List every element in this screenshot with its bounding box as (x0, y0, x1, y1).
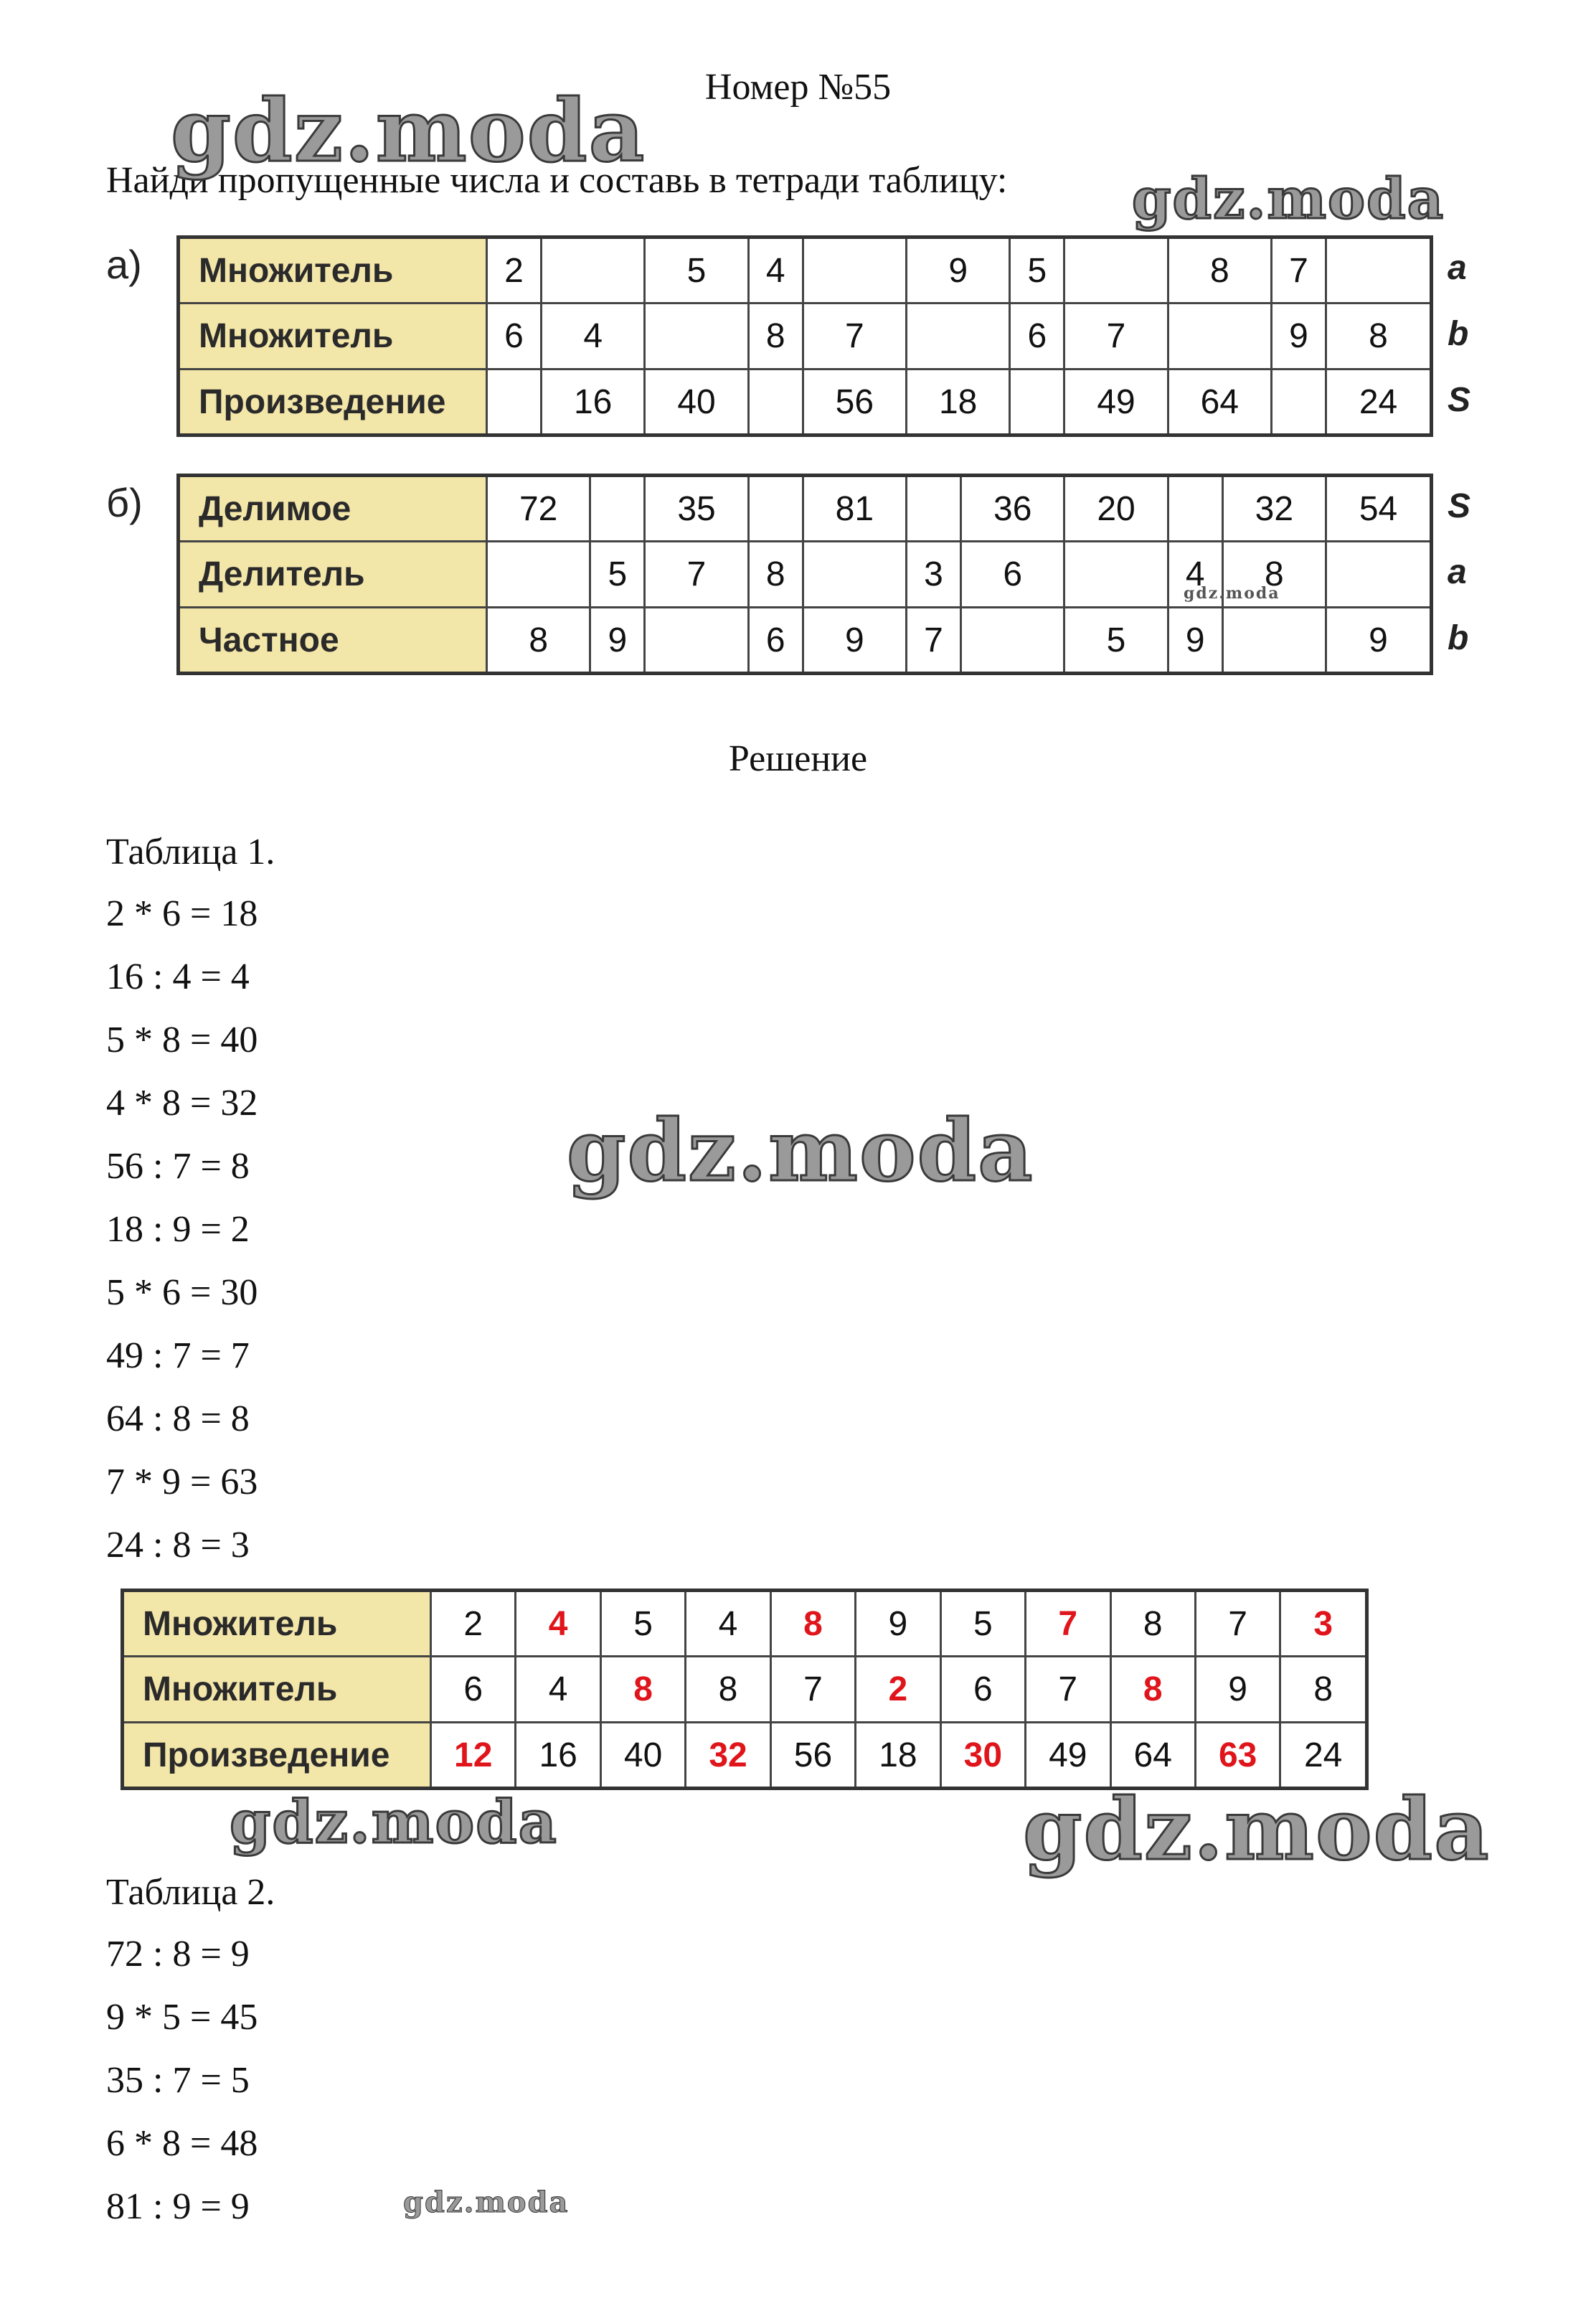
table-cell (645, 608, 748, 674)
table-cell: 9 (1195, 1657, 1280, 1723)
table1-equations (106, 883, 258, 1577)
equation-line: 18 : 9 = 2 (106, 1209, 250, 1250)
table-cell: 40 (600, 1723, 685, 1789)
table-cell: 9 (1168, 608, 1222, 674)
table-cell (803, 542, 906, 608)
table-cell (645, 303, 748, 370)
table-cell (542, 237, 645, 303)
task-a-side-labels (1448, 235, 1470, 433)
table-cell: 24 (1326, 370, 1432, 436)
table-cell (803, 237, 906, 303)
table-row (123, 1591, 1367, 1657)
table-cell: 63 (1195, 1723, 1280, 1789)
table-cell (1064, 237, 1168, 303)
equation-line: 24 : 8 = 3 (106, 1525, 250, 1566)
table-cell: 9 (803, 608, 906, 674)
equation-line: 5 * 8 = 40 (106, 1020, 258, 1060)
variable-label: a (1448, 249, 1467, 287)
row-label: Частное (179, 608, 487, 674)
watermark: gdz.moda (1023, 1779, 1491, 1879)
table-cell: 7 (1026, 1591, 1110, 1657)
table-cell: 8 (1280, 1657, 1367, 1723)
table-cell: 18 (856, 1723, 940, 1789)
solution-heading: Решение (728, 738, 868, 779)
watermark: gdz.moda (403, 2185, 570, 2219)
table-cell: 64 (1110, 1723, 1195, 1789)
table-row (179, 608, 1432, 674)
task-b-table (176, 474, 1433, 675)
table-cell: 8 (748, 303, 803, 370)
table-cell: 20 (1064, 476, 1168, 542)
table-cell: 5 (940, 1591, 1025, 1657)
page-title: Номер №55 (704, 67, 892, 108)
table-cell (1168, 476, 1222, 542)
row-label: Множитель (179, 303, 487, 370)
table-cell: 4 (748, 237, 803, 303)
part-a-label: а) (106, 242, 142, 287)
table-cell (1326, 237, 1432, 303)
table-cell: 8 (1110, 1657, 1195, 1723)
table-cell: 6 (961, 542, 1064, 608)
table-cell: 3 (907, 542, 961, 608)
table-cell: 9 (1272, 303, 1326, 370)
table-cell: 3 (1280, 1591, 1367, 1657)
equation-line: 2 * 6 = 18 (106, 893, 258, 934)
table-cell: 7 (1026, 1657, 1110, 1723)
row-label: Делимое (179, 476, 487, 542)
table-cell: 8 (1326, 303, 1432, 370)
task-b-side-labels (1448, 474, 1470, 672)
part-b-label: б) (106, 480, 143, 525)
table-cell: 49 (1064, 370, 1168, 436)
table-cell (1326, 542, 1432, 608)
variable-label: b (1448, 619, 1469, 657)
table2-title: Таблица 2. (106, 1872, 275, 1913)
table-cell: 7 (1272, 237, 1326, 303)
equation-line: 64 : 8 = 8 (106, 1398, 250, 1439)
table-cell: 56 (770, 1723, 855, 1789)
table-cell (1064, 542, 1168, 608)
table-cell: 36 (961, 476, 1064, 542)
table-cell: 9 (907, 237, 1010, 303)
table-cell (907, 303, 1010, 370)
watermark: gdz.moda (230, 1788, 558, 1857)
table-cell (1222, 608, 1326, 674)
table-cell: 16 (542, 370, 645, 436)
table-cell: 6 (487, 303, 542, 370)
table-cell: 4 (542, 303, 645, 370)
table-cell: 8 (748, 542, 803, 608)
table-row (123, 1723, 1367, 1789)
watermark: gdz.moda (567, 1101, 1034, 1200)
table-cell (907, 476, 961, 542)
watermark: gdz.moda (171, 80, 646, 182)
table-cell: 9 (856, 1591, 940, 1657)
table-cell: 18 (907, 370, 1010, 436)
row-label: Делитель (179, 542, 487, 608)
table-cell: 5 (1064, 608, 1168, 674)
row-label: Произведение (123, 1723, 431, 1789)
task-a-table (176, 235, 1433, 437)
equation-line: 9 * 5 = 45 (106, 1997, 258, 2038)
row-label: Множитель (123, 1591, 431, 1657)
table-cell: 5 (1010, 237, 1064, 303)
variable-label: a (1448, 553, 1467, 591)
table-cell: 81 (803, 476, 906, 542)
table-cell (1168, 303, 1271, 370)
table-cell: 7 (1195, 1591, 1280, 1657)
table-cell: 32 (686, 1723, 770, 1789)
table2-equations (106, 1923, 258, 2239)
table-cell: 7 (770, 1657, 855, 1723)
table-cell: 56 (803, 370, 906, 436)
table-cell: 8 (1110, 1591, 1195, 1657)
table-cell (961, 608, 1064, 674)
table-cell: 6 (748, 608, 803, 674)
table-cell: 8 (686, 1657, 770, 1723)
table-row (179, 370, 1432, 436)
table1-title: Таблица 1. (106, 832, 275, 872)
table-cell: 8 (770, 1591, 855, 1657)
table-cell (748, 370, 803, 436)
equation-line: 5 * 6 = 30 (106, 1272, 258, 1313)
table-cell: 2 (487, 237, 542, 303)
watermark: gdz.moda (1184, 584, 1280, 603)
table-cell: 9 (1326, 608, 1432, 674)
variable-label: S (1448, 487, 1471, 525)
equation-line: 6 * 8 = 48 (106, 2123, 258, 2164)
table-cell (1010, 370, 1064, 436)
table-cell: 49 (1026, 1723, 1110, 1789)
table-cell (1272, 370, 1326, 436)
equation-line: 7 * 9 = 63 (106, 1462, 258, 1502)
table-cell: 7 (803, 303, 906, 370)
table-cell: 2 (431, 1591, 516, 1657)
table-cell: 5 (645, 237, 748, 303)
equation-line: 35 : 7 = 5 (106, 2060, 250, 2101)
equation-line: 4 * 8 = 32 (106, 1083, 258, 1124)
equation-line: 16 : 4 = 4 (106, 956, 250, 997)
row-label: Множитель (123, 1657, 431, 1723)
table-cell: 8 (600, 1657, 685, 1723)
table-cell: 30 (940, 1723, 1025, 1789)
table-cell: 2 (856, 1657, 940, 1723)
row-label: Множитель (179, 237, 487, 303)
table-cell: 16 (516, 1723, 600, 1789)
table-cell: 9 (590, 608, 645, 674)
table-cell: 35 (645, 476, 748, 542)
table-cell: 4 (516, 1591, 600, 1657)
task-text: Найди пропущенные числа и составь в тетради таблицу: (106, 160, 1008, 201)
table1-filled (121, 1589, 1369, 1790)
equation-line: 49 : 7 = 7 (106, 1335, 250, 1376)
table-cell: 8 (1222, 542, 1326, 608)
table-cell: 72 (487, 476, 590, 542)
table-cell: 7 (1064, 303, 1168, 370)
equation-line: 72 : 8 = 9 (106, 1934, 250, 1975)
table-cell: 40 (645, 370, 748, 436)
table-row (179, 476, 1432, 542)
row-label: Произведение (179, 370, 487, 436)
variable-label: b (1448, 315, 1469, 353)
table-cell (487, 370, 542, 436)
table-row (179, 237, 1432, 303)
table-cell: 4 (1168, 542, 1222, 608)
equation-line: 56 : 7 = 8 (106, 1146, 250, 1187)
table-cell (487, 542, 590, 608)
table-cell: 12 (431, 1723, 516, 1789)
table-cell: 8 (1168, 237, 1271, 303)
table-cell: 7 (645, 542, 748, 608)
table-cell: 7 (907, 608, 961, 674)
variable-label: S (1448, 381, 1471, 419)
table-row (123, 1657, 1367, 1723)
table-cell: 6 (1010, 303, 1064, 370)
table-cell: 5 (590, 542, 645, 608)
table-cell: 4 (686, 1591, 770, 1657)
equation-line: 81 : 9 = 9 (106, 2186, 250, 2227)
table-cell: 5 (600, 1591, 685, 1657)
table-cell: 4 (516, 1657, 600, 1723)
table-cell: 8 (487, 608, 590, 674)
table-cell: 54 (1326, 476, 1432, 542)
watermark: gdz.moda (1132, 166, 1445, 232)
table-cell: 24 (1280, 1723, 1367, 1789)
table-row (179, 303, 1432, 370)
table-cell: 6 (431, 1657, 516, 1723)
table-cell: 6 (940, 1657, 1025, 1723)
table-cell (590, 476, 645, 542)
table-cell (748, 476, 803, 542)
table-cell: 64 (1168, 370, 1271, 436)
table-cell: 32 (1222, 476, 1326, 542)
